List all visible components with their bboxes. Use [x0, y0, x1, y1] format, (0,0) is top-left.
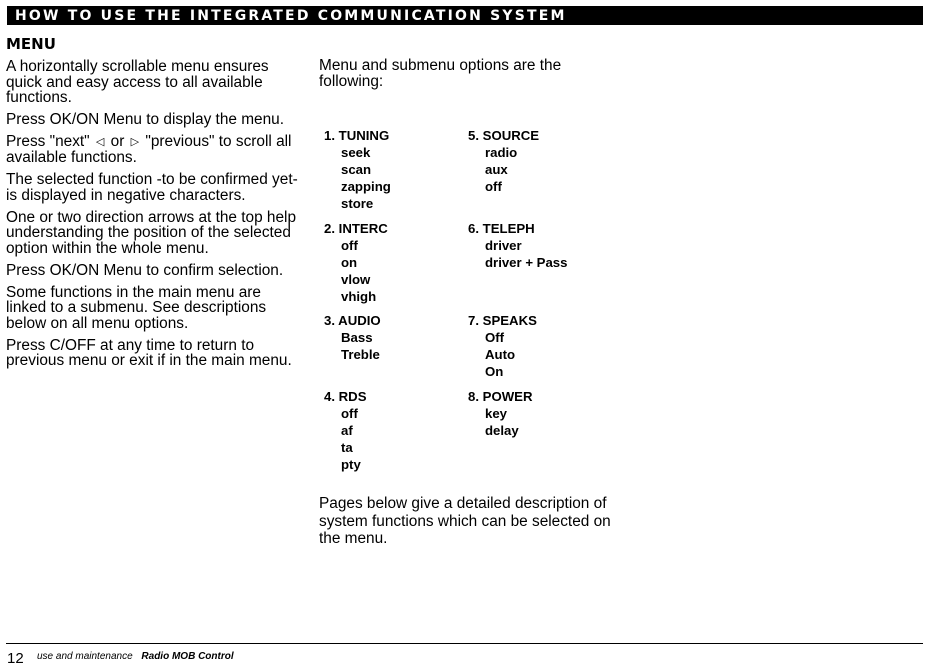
menu-option: radio	[485, 145, 518, 161]
menu-group-title: 3. AUDIO	[324, 313, 381, 328]
menu-option: af	[341, 423, 353, 439]
menu-group-interc	[324, 220, 388, 305]
paragraph-display-menu: Press OK/ON Menu to display the menu.	[6, 110, 285, 128]
footer-divider	[6, 643, 923, 644]
menu-group-source	[468, 127, 539, 195]
menu-group-power	[468, 388, 532, 439]
menu-option: aux	[485, 162, 508, 178]
paragraph-submenu: Some functions in the main menu are linked to a submenu. See descriptions below on all menu options.	[6, 283, 267, 332]
scroll-text-after: "previous" to scroll all available functions.	[6, 132, 292, 166]
menu-group-title: 7. SPEAKS	[468, 313, 537, 328]
paragraph-intro: A horizontally scrollable menu ensures quick and easy access to all available functions.	[6, 58, 269, 106]
menu-outro: Pages below give a detailed description of system functions which can be selected on the menu.	[319, 495, 611, 548]
header-bar	[7, 6, 923, 25]
menu-group-title: 1. TUNING	[324, 128, 390, 143]
menu-option: vhigh	[341, 289, 377, 305]
menu-option: vlow	[341, 272, 371, 288]
menu-option: Treble	[341, 347, 380, 363]
paragraph-confirm: Press OK/ON Menu to confirm selection.	[6, 261, 284, 279]
paragraph-selected-function: The selected function -to be confirmed yet- is displayed in negative characters.	[6, 171, 298, 204]
header-title: HOW TO USE THE INTEGRATED COMMUNICATION SYSTEM	[15, 8, 567, 24]
menu-option: store	[341, 196, 374, 212]
scroll-text-mid: or	[110, 132, 125, 150]
menu-option: key	[485, 406, 508, 422]
menu-option: Bass	[341, 330, 373, 346]
menu-group-rds	[324, 388, 367, 473]
menu-option: off	[341, 406, 358, 422]
menu-option: scan	[341, 162, 372, 178]
menu-option: zapping	[341, 179, 391, 195]
menu-option: driver + Pass	[485, 255, 568, 271]
paragraph-scroll	[6, 134, 298, 166]
paragraph-return: Press C/OFF at any time to return to previous menu or exit if in the main menu.	[6, 336, 292, 369]
footer-caption: use and maintenance	[37, 651, 133, 662]
menu-intro: Menu and submenu options are the following:	[319, 57, 562, 90]
menu-group-title: 6. TELEPH	[468, 221, 535, 236]
menu-option: on	[341, 255, 358, 271]
menu-option: ta	[341, 440, 353, 456]
menu-option: driver	[485, 238, 522, 254]
right-triangle-icon: ▷	[130, 135, 140, 148]
left-column	[6, 59, 298, 375]
paragraph-direction-arrows: One or two direction arrows at the top help understanding the position of the selected option within the whole menu.	[6, 208, 297, 257]
menu-option: On	[485, 364, 504, 380]
menu-group-title: 4. RDS	[324, 389, 367, 404]
menu-option: Auto	[485, 347, 516, 363]
menu-option: off	[485, 179, 502, 195]
menu-group-title: 2. INTERC	[324, 221, 388, 236]
menu-group-title: 8. POWER	[468, 389, 533, 404]
menu-option: Off	[485, 330, 505, 346]
menu-group-audio	[324, 312, 381, 363]
scroll-text-before: Press "next"	[6, 132, 90, 150]
menu-group-speaks	[468, 312, 537, 380]
footer-brand: Radio MOB Control	[141, 651, 234, 662]
menu-option: delay	[485, 423, 519, 439]
page-number: 12	[7, 650, 24, 667]
footer-text	[37, 651, 234, 662]
left-triangle-icon: ◁	[95, 135, 105, 148]
menu-group-tuning	[324, 127, 391, 212]
section-title: MENU	[6, 35, 56, 53]
menu-option: seek	[341, 145, 371, 161]
menu-option: pty	[341, 457, 361, 473]
menu-group-teleph	[468, 220, 567, 271]
menu-option: off	[341, 238, 358, 254]
menu-group-title: 5. SOURCE	[468, 128, 540, 143]
